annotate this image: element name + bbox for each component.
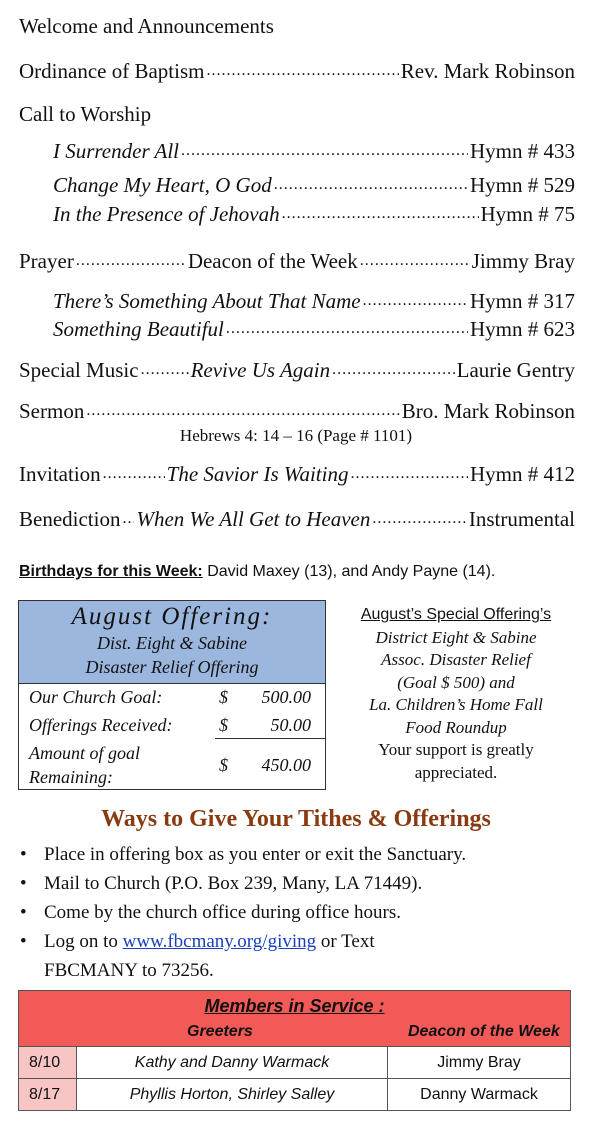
benediction-line xyxy=(19,505,575,532)
hymn-title: There’s Something About That Name xyxy=(53,289,361,313)
offering-row-currency: $ xyxy=(219,687,228,707)
list-item: • Place in offering box as you enter or exit the Sanctuary. xyxy=(20,840,580,869)
hymn-number: Hymn # 433 xyxy=(470,139,575,163)
prayer-role: Deacon of the Week xyxy=(187,249,358,273)
invitation-line xyxy=(19,460,575,487)
service-date: 8/17 xyxy=(19,1079,77,1110)
special-music-title: Revive Us Again xyxy=(190,358,331,382)
hymn-line xyxy=(53,137,575,164)
hymn-number: Hymn # 75 xyxy=(480,202,575,226)
dot-leader xyxy=(103,460,165,481)
offering-row-amount: 50.00 xyxy=(270,715,311,735)
column-header-greeters: Greeters xyxy=(187,1023,253,1040)
dot-leader xyxy=(332,356,454,377)
bullet-icon: • xyxy=(20,873,27,894)
dot-leader xyxy=(122,505,134,526)
ways-to-give-list xyxy=(20,840,580,985)
baptism-label: Ordinance of Baptism xyxy=(19,59,205,83)
special-offering-line: Food Roundup xyxy=(405,717,507,737)
invitation-label: Invitation xyxy=(19,462,101,486)
offering-divider xyxy=(215,738,325,739)
dot-leader xyxy=(350,460,468,481)
deacon-cell: Danny Warmack xyxy=(420,1085,538,1103)
prayer-label: Prayer xyxy=(19,249,74,273)
hymn-line xyxy=(53,287,575,314)
offering-subtitle: Disaster Relief Offering xyxy=(85,657,259,677)
list-item: • Mail to Church (P.O. Box 239, Many, LA 71449). xyxy=(20,869,580,898)
dot-leader xyxy=(372,505,467,526)
bullet-icon: • xyxy=(20,844,27,865)
hymn-line xyxy=(53,200,575,227)
deacon-cell: Jimmy Bray xyxy=(437,1053,521,1071)
dot-leader xyxy=(86,397,399,418)
greeters-cell: Kathy and Danny Warmack xyxy=(77,1047,388,1078)
special-offering-line: (Goal $ 500) and xyxy=(397,672,515,692)
offering-subtitle: Dist. Eight & Sabine xyxy=(97,633,247,653)
dot-leader xyxy=(360,247,470,268)
greeters-cell: Phyllis Horton, Shirley Salley xyxy=(77,1079,388,1110)
hymn-line xyxy=(53,171,575,198)
offering-row-label: Amount of goal Remaining: xyxy=(29,743,140,787)
hymn-title: In the Presence of Jehovah xyxy=(53,202,280,226)
benediction-label: Benediction xyxy=(19,507,121,531)
dot-leader xyxy=(76,247,186,268)
call-to-worship-heading: Call to Worship xyxy=(19,102,152,126)
dot-leader xyxy=(206,57,398,78)
benediction-type: Instrumental xyxy=(468,507,575,531)
dot-leader xyxy=(363,287,468,308)
dot-leader xyxy=(282,200,479,221)
offering-row-amount: 450.00 xyxy=(261,754,311,775)
invitation-hymn-title: The Savior Is Waiting xyxy=(166,462,349,486)
prayer-name: Jimmy Bray xyxy=(471,249,575,273)
giving-link[interactable]: www.fbcmany.org/giving xyxy=(122,931,317,952)
members-in-service-table xyxy=(18,990,571,1111)
special-offering-closing: Your support is greatly xyxy=(378,740,534,759)
hymn-title: Something Beautiful xyxy=(53,317,224,341)
hymn-number: Hymn # 623 xyxy=(470,317,575,341)
sermon-label: Sermon xyxy=(19,399,85,423)
offering-row-currency: $ xyxy=(219,754,228,775)
offering-row xyxy=(29,741,311,789)
hymn-line xyxy=(53,315,575,342)
benediction-title: When We All Get to Heaven xyxy=(136,507,371,531)
offering-row-amount: 500.00 xyxy=(261,687,311,707)
special-music-line xyxy=(19,356,575,383)
birthdays-line xyxy=(19,563,495,581)
members-title: Members in Service : xyxy=(204,996,385,1016)
august-offering-box xyxy=(18,600,326,790)
hymn-title: Change My Heart, O God xyxy=(53,173,272,197)
special-offering-closing: appreciated. xyxy=(414,762,498,782)
sermon-speaker: Bro. Mark Robinson xyxy=(401,399,575,423)
offering-row xyxy=(29,687,311,708)
welcome-line: Welcome and Announcements xyxy=(19,14,274,38)
sermon-scripture: Hebrews 4: 14 – 16 (Page # 1101) xyxy=(179,426,413,445)
invitation-hymn-number: Hymn # 412 xyxy=(470,462,575,486)
offering-header xyxy=(19,601,325,684)
table-row xyxy=(19,1079,570,1110)
offering-title: August Offering: xyxy=(71,603,273,630)
bullet-icon: • xyxy=(20,902,27,923)
offering-row-currency: $ xyxy=(219,715,228,735)
prayer-line xyxy=(19,247,575,274)
special-music-label: Special Music xyxy=(19,358,139,382)
special-offering-heading: August’s Special Offering’s xyxy=(360,606,552,623)
special-offering-line: Assoc. Disaster Relief xyxy=(381,650,531,669)
offering-row-label: Our Church Goal: xyxy=(29,687,163,707)
sermon-line xyxy=(19,397,575,424)
offering-row-label: Offerings Received: xyxy=(29,715,173,735)
dot-leader xyxy=(181,137,468,158)
baptism-line xyxy=(19,57,575,84)
bullet-icon: • xyxy=(20,931,27,952)
dot-leader xyxy=(274,171,468,192)
dot-leader xyxy=(226,315,468,336)
members-header xyxy=(19,991,570,1047)
ways-to-give-title: Ways to Give Your Tithes & Offerings xyxy=(101,806,491,832)
hymn-title: I Surrender All xyxy=(53,139,179,163)
service-date: 8/10 xyxy=(19,1047,77,1078)
hymn-number: Hymn # 529 xyxy=(470,173,575,197)
column-header-deacon: Deacon of the Week xyxy=(408,1023,560,1040)
baptism-officiant: Rev. Mark Robinson xyxy=(400,59,575,83)
list-item: • Log on to www.fbcmany.org/giving or Text FBCMANY to 73256. xyxy=(20,927,580,985)
list-item: • Come by the church office during office hours. xyxy=(20,898,580,927)
special-offering-line: La. Children’s Home Fall xyxy=(369,695,543,714)
birthdays-names: David Maxey (13), and Andy Payne (14). xyxy=(207,563,496,580)
dot-leader xyxy=(141,356,189,377)
special-offering-note xyxy=(338,604,574,784)
table-row xyxy=(19,1047,570,1079)
special-music-performer: Laurie Gentry xyxy=(456,358,575,382)
offering-row xyxy=(29,715,311,736)
hymn-number: Hymn # 317 xyxy=(470,289,575,313)
special-offering-line: District Eight & Sabine xyxy=(375,627,537,647)
birthdays-label: Birthdays for this Week: xyxy=(19,563,203,580)
